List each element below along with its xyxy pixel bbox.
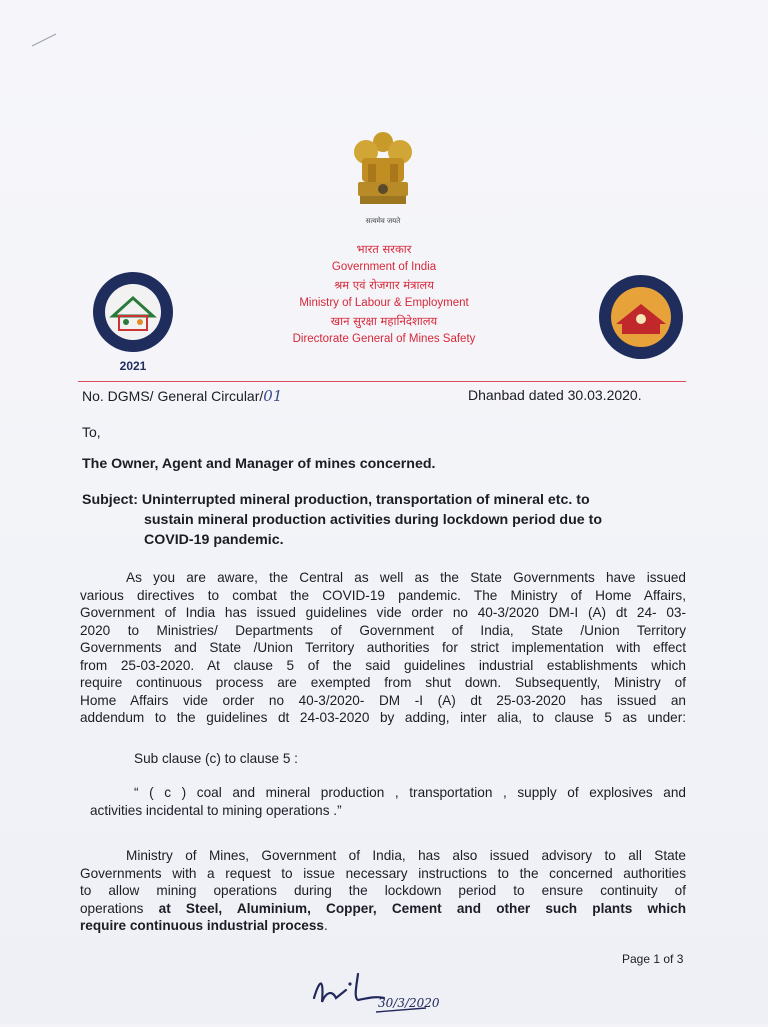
header-ministry: Ministry of Labour & Employment — [299, 297, 469, 309]
letterhead — [250, 240, 518, 348]
circular-number — [82, 387, 282, 405]
para2-line-1: Ministry of Mines, Government of India, has also issued advisory to all State — [126, 848, 686, 863]
subclause-heading: Sub clause (c) to clause 5 : — [134, 751, 298, 766]
circular-date: Dhanbad dated 30.03.2020. — [468, 387, 642, 403]
para1-line: Governments and State /Union Territory authorities for strict implementation with effect — [80, 640, 686, 655]
para2-line-4 — [80, 900, 686, 918]
signature-date: 30/3/2020 — [378, 996, 440, 1010]
national-emblem — [340, 128, 426, 224]
circular-number-text: No. DGMS/ General Circular/ — [82, 388, 264, 404]
subject-line-2: sustain mineral production activities during lockdown period due to — [144, 512, 602, 528]
para2-line-3: to allow mining operations during the lockdown period to ensure continuity of — [80, 883, 686, 898]
header-govt: Government of India — [331, 261, 437, 273]
quote-line-2: activities incidental to mining operations .” — [90, 802, 342, 818]
census-2021-logo — [86, 270, 180, 373]
para1-line: various directives to combat the COVID-19 pandemic. The Ministry of Home Affairs, — [80, 587, 686, 603]
header-hindi-ministry: श्रम एवं रोजगार मंत्रालय — [334, 278, 434, 292]
subject-label: Subject: — [82, 492, 138, 508]
quoted-clause — [90, 784, 686, 819]
quote-line-1: “ ( c ) coal and mineral production , transportation , supply of explosives and — [134, 785, 686, 800]
paragraph-1 — [80, 569, 686, 727]
addressee: The Owner, Agent and Manager of mines concerned. — [82, 456, 436, 472]
salutation: To, — [82, 424, 101, 440]
signature-scribble-icon — [306, 968, 466, 1022]
header-hindi-govt: भारत सरकार — [356, 242, 412, 256]
header-dgms: Directorate General of Mines Safety — [292, 333, 476, 345]
para1-line: require continuous process are exempted from shut down. Subsequently, Ministry of — [80, 675, 686, 690]
para2-line-4-normal: operations — [80, 900, 159, 916]
paragraph-2 — [80, 847, 686, 935]
header-rule — [78, 381, 686, 382]
subject-line-1: Uninterrupted mineral production, transportation of mineral etc. to — [141, 492, 590, 508]
lion-capital-icon — [340, 128, 426, 210]
para1-line: addendum to the guidelines dt 24-03-2020 by adding, inter alia, to clause 5 as under: — [80, 710, 686, 725]
para1-line: 2020 to Ministries/ Departments of Government of India, State /Union Territory — [80, 622, 686, 638]
dgms-logo — [596, 274, 686, 360]
pen-mark — [30, 30, 60, 50]
emblem-motto: सत्यमेव जयते — [365, 217, 401, 225]
header-hindi-dgms: खान सुरक्षा महानिदेशालय — [330, 314, 438, 328]
para2-line-5-bold: require continuous industrial process — [80, 918, 324, 933]
census-seal-icon — [86, 270, 180, 354]
para2-line-4-bold: at Steel, Aluminium, Copper, Cement and other such plants which — [158, 900, 686, 916]
page-number: Page 1 of 3 — [622, 952, 684, 966]
para2-line-5-end: . — [323, 918, 328, 933]
dgms-seal-icon — [596, 274, 686, 360]
para1-line: As you are aware, the Central as well as the State Governments have issued — [126, 570, 686, 585]
para1-line: from 25-03-2020. At clause 5 of the said guidelines industrial establishments which — [80, 657, 686, 673]
signature — [306, 968, 466, 1022]
para1-line: Home Affairs vide order no 40-3/2020- DM -I (A) dt 25-03-2020 has issued an — [80, 692, 686, 708]
census-year: 2021 — [119, 359, 147, 373]
circular-handwritten-no: 01 — [263, 387, 283, 405]
subject-line-3: COVID-19 pandemic. — [144, 532, 284, 548]
subject-block — [82, 490, 682, 550]
para2-line-2: Governments with a request to issue necessary instructions to the concerned authorities — [80, 865, 686, 881]
para1-line: Government of India has issued guidelines vide order no 40-3/2020 DM-I (A) dt 24- 03- — [80, 605, 686, 620]
